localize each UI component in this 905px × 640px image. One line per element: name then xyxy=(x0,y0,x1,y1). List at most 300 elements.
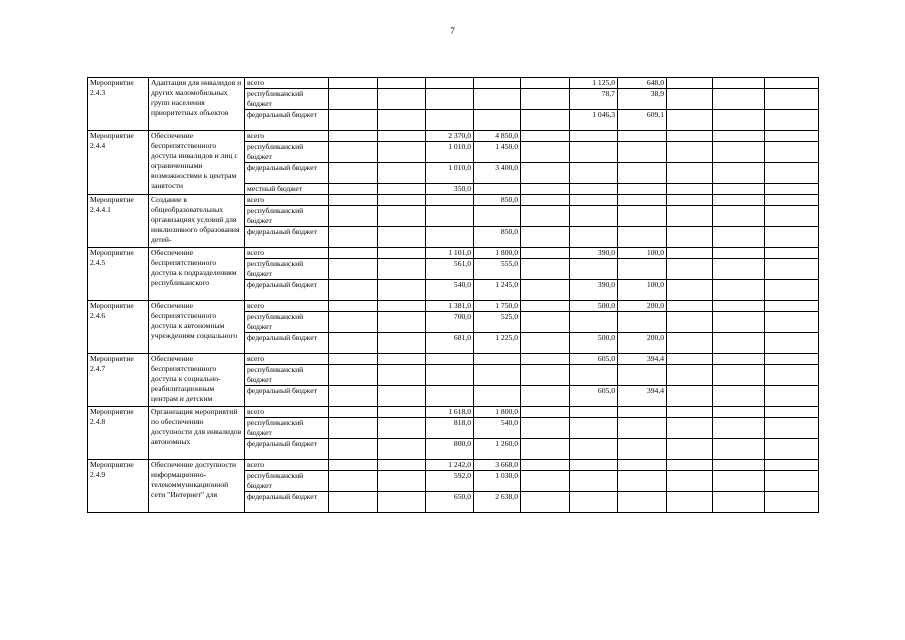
amount-cell xyxy=(713,386,765,407)
amount-cell xyxy=(474,78,521,89)
amount-cell xyxy=(667,195,713,206)
amount-cell: 540,0 xyxy=(426,280,474,301)
funding-source: федеральный бюджет xyxy=(245,227,329,248)
funding-source: федеральный бюджет xyxy=(245,439,329,460)
amount-cell xyxy=(378,407,426,418)
amount-cell xyxy=(667,354,713,365)
amount-cell: 818,0 xyxy=(426,418,474,439)
amount-cell xyxy=(329,259,378,280)
amount-cell xyxy=(474,110,521,131)
amount-cell xyxy=(329,365,378,386)
amount-cell xyxy=(521,354,570,365)
amount-cell xyxy=(765,460,819,471)
amount-cell xyxy=(521,407,570,418)
amount-cell xyxy=(474,386,521,407)
amount-cell: 394,4 xyxy=(618,354,667,365)
amount-cell xyxy=(521,259,570,280)
funding-source: федеральный бюджет xyxy=(245,163,329,184)
amount-cell xyxy=(521,227,570,248)
amount-cell xyxy=(521,418,570,439)
table-row xyxy=(88,460,819,471)
amount-cell: 605,0 xyxy=(570,386,618,407)
amount-cell xyxy=(570,312,618,333)
amount-cell xyxy=(667,386,713,407)
amount-cell xyxy=(667,312,713,333)
amount-cell xyxy=(765,418,819,439)
funding-source: всего xyxy=(245,131,329,142)
amount-cell xyxy=(667,418,713,439)
amount-cell xyxy=(521,492,570,513)
amount-cell xyxy=(521,301,570,312)
amount-cell xyxy=(329,110,378,131)
page-number: 7 xyxy=(450,26,455,36)
amount-cell xyxy=(570,460,618,471)
amount-cell: 2 638,0 xyxy=(474,492,521,513)
amount-cell xyxy=(329,418,378,439)
amount-cell xyxy=(329,131,378,142)
amount-cell xyxy=(713,471,765,492)
amount-cell xyxy=(378,142,426,163)
amount-cell xyxy=(667,184,713,195)
amount-cell xyxy=(765,301,819,312)
amount-cell xyxy=(618,195,667,206)
amount-cell: 1 101,0 xyxy=(426,248,474,259)
amount-cell xyxy=(378,248,426,259)
amount-cell xyxy=(618,312,667,333)
amount-cell xyxy=(329,89,378,110)
amount-cell xyxy=(713,418,765,439)
amount-cell xyxy=(667,227,713,248)
amount-cell: 394,4 xyxy=(618,386,667,407)
amount-cell xyxy=(667,407,713,418)
funding-source: федеральный бюджет xyxy=(245,386,329,407)
amount-cell xyxy=(765,131,819,142)
amount-cell xyxy=(378,227,426,248)
amount-cell xyxy=(329,280,378,301)
amount-cell xyxy=(667,163,713,184)
amount-cell xyxy=(667,439,713,460)
amount-cell: 1 800,0 xyxy=(474,407,521,418)
activity-code: Мероприятие 2.4.4 xyxy=(88,131,149,195)
amount-cell xyxy=(570,195,618,206)
amount-cell xyxy=(426,78,474,89)
amount-cell: 38,9 xyxy=(618,89,667,110)
amount-cell xyxy=(521,471,570,492)
table-row xyxy=(88,407,819,418)
funding-source: всего xyxy=(245,460,329,471)
amount-cell xyxy=(329,460,378,471)
amount-cell: 681,0 xyxy=(426,333,474,354)
amount-cell xyxy=(765,259,819,280)
amount-cell xyxy=(765,439,819,460)
amount-cell xyxy=(618,142,667,163)
amount-cell: 78,7 xyxy=(570,89,618,110)
amount-cell xyxy=(378,365,426,386)
amount-cell xyxy=(618,418,667,439)
amount-cell xyxy=(713,439,765,460)
amount-cell xyxy=(667,131,713,142)
funding-source: республиканский бюджет xyxy=(245,312,329,333)
amount-cell xyxy=(667,89,713,110)
amount-cell xyxy=(329,195,378,206)
amount-cell xyxy=(765,78,819,89)
funding-source: федеральный бюджет xyxy=(245,110,329,131)
activity-code: Мероприятие 2.4.8 xyxy=(88,407,149,460)
amount-cell xyxy=(521,333,570,354)
amount-cell: 500,0 xyxy=(570,301,618,312)
amount-cell xyxy=(329,142,378,163)
amount-cell xyxy=(570,492,618,513)
funding-source: федеральный бюджет xyxy=(245,280,329,301)
amount-cell: 1 260,0 xyxy=(474,439,521,460)
amount-cell xyxy=(521,184,570,195)
activity-name: Адаптация для инвалидов и других маломобильных групп населения приоритетных объектов xyxy=(149,78,245,131)
amount-cell xyxy=(570,142,618,163)
amount-cell xyxy=(618,407,667,418)
amount-cell xyxy=(667,301,713,312)
amount-cell xyxy=(713,280,765,301)
amount-cell: 648,0 xyxy=(618,78,667,89)
amount-cell xyxy=(378,195,426,206)
amount-cell xyxy=(521,248,570,259)
amount-cell xyxy=(618,184,667,195)
amount-cell: 1 381,0 xyxy=(426,301,474,312)
amount-cell xyxy=(713,301,765,312)
amount-cell: 850,0 xyxy=(474,195,521,206)
amount-cell xyxy=(570,206,618,227)
amount-cell xyxy=(329,439,378,460)
amount-cell xyxy=(378,418,426,439)
amount-cell xyxy=(521,195,570,206)
amount-cell: 2 370,0 xyxy=(426,131,474,142)
amount-cell xyxy=(618,259,667,280)
funding-source: местный бюджет xyxy=(245,184,329,195)
table-row xyxy=(88,301,819,312)
amount-cell xyxy=(426,365,474,386)
funding-source: республиканский бюджет xyxy=(245,365,329,386)
amount-cell: 1 618,0 xyxy=(426,407,474,418)
amount-cell xyxy=(667,78,713,89)
funding-source: всего xyxy=(245,195,329,206)
funding-source: всего xyxy=(245,407,329,418)
amount-cell: 1 750,0 xyxy=(474,301,521,312)
amount-cell xyxy=(378,280,426,301)
activity-code: Мероприятие 2.4.3 xyxy=(88,78,149,131)
activity-code: Мероприятие 2.4.7 xyxy=(88,354,149,407)
amount-cell: 1 046,3 xyxy=(570,110,618,131)
amount-cell: 100,0 xyxy=(618,280,667,301)
amount-cell xyxy=(426,386,474,407)
amount-cell xyxy=(378,386,426,407)
amount-cell xyxy=(713,89,765,110)
amount-cell xyxy=(570,439,618,460)
activity-code: Мероприятие 2.4.6 xyxy=(88,301,149,354)
amount-cell: 1 010,0 xyxy=(426,142,474,163)
amount-cell: 850,0 xyxy=(474,227,521,248)
amount-cell xyxy=(713,460,765,471)
amount-cell xyxy=(713,110,765,131)
amount-cell xyxy=(329,471,378,492)
table-row xyxy=(88,195,819,206)
amount-cell xyxy=(713,142,765,163)
amount-cell xyxy=(521,163,570,184)
amount-cell xyxy=(378,354,426,365)
amount-cell xyxy=(667,110,713,131)
amount-cell xyxy=(667,142,713,163)
amount-cell xyxy=(329,312,378,333)
amount-cell xyxy=(329,206,378,227)
amount-cell xyxy=(474,184,521,195)
amount-cell xyxy=(713,131,765,142)
amount-cell xyxy=(426,354,474,365)
amount-cell xyxy=(378,131,426,142)
amount-cell xyxy=(329,227,378,248)
amount-cell xyxy=(713,333,765,354)
amount-cell xyxy=(618,460,667,471)
amount-cell xyxy=(765,142,819,163)
amount-cell xyxy=(521,386,570,407)
amount-cell xyxy=(378,333,426,354)
amount-cell xyxy=(765,248,819,259)
amount-cell xyxy=(474,206,521,227)
amount-cell: 592,0 xyxy=(426,471,474,492)
amount-cell xyxy=(521,460,570,471)
amount-cell xyxy=(521,142,570,163)
amount-cell xyxy=(521,78,570,89)
amount-cell xyxy=(521,131,570,142)
amount-cell xyxy=(667,280,713,301)
amount-cell xyxy=(426,89,474,110)
amount-cell xyxy=(667,492,713,513)
amount-cell xyxy=(765,195,819,206)
amount-cell: 700,0 xyxy=(426,312,474,333)
funding-source: республиканский бюджет xyxy=(245,206,329,227)
amount-cell xyxy=(667,365,713,386)
amount-cell xyxy=(618,206,667,227)
amount-cell xyxy=(765,312,819,333)
amount-cell xyxy=(378,301,426,312)
amount-cell xyxy=(570,407,618,418)
amount-cell xyxy=(378,460,426,471)
amount-cell: 3 400,0 xyxy=(474,163,521,184)
amount-cell xyxy=(378,89,426,110)
amount-cell xyxy=(378,312,426,333)
amount-cell xyxy=(713,248,765,259)
amount-cell xyxy=(521,110,570,131)
amount-cell: 540,0 xyxy=(474,418,521,439)
amount-cell: 1 450,0 xyxy=(474,142,521,163)
amount-cell xyxy=(713,227,765,248)
amount-cell: 1 010,0 xyxy=(426,163,474,184)
amount-cell xyxy=(329,301,378,312)
activity-name: Создание в общеобразовательных организациях условий для инклюзивного образования детей- xyxy=(149,195,245,248)
amount-cell xyxy=(713,78,765,89)
amount-cell xyxy=(521,312,570,333)
table-row xyxy=(88,248,819,259)
amount-cell: 1 800,0 xyxy=(474,248,521,259)
activity-name: Обеспечение беспрепятственного доступа к автономным учреждениям социального xyxy=(149,301,245,354)
amount-cell xyxy=(713,312,765,333)
amount-cell xyxy=(765,471,819,492)
amount-cell xyxy=(378,439,426,460)
activity-code: Мероприятие 2.4.5 xyxy=(88,248,149,301)
amount-cell xyxy=(713,259,765,280)
amount-cell: 1 225,0 xyxy=(474,333,521,354)
amount-cell xyxy=(570,227,618,248)
budget-table xyxy=(87,77,819,513)
amount-cell: 525,0 xyxy=(474,312,521,333)
funding-source: республиканский бюджет xyxy=(245,89,329,110)
activity-code: Мероприятие 2.4.9 xyxy=(88,460,149,513)
amount-cell xyxy=(474,365,521,386)
amount-cell: 390,0 xyxy=(570,248,618,259)
amount-cell xyxy=(329,184,378,195)
amount-cell xyxy=(667,206,713,227)
amount-cell xyxy=(765,354,819,365)
amount-cell: 1 242,0 xyxy=(426,460,474,471)
amount-cell xyxy=(765,227,819,248)
amount-cell xyxy=(378,78,426,89)
funding-source: республиканский бюджет xyxy=(245,471,329,492)
amount-cell xyxy=(667,248,713,259)
amount-cell xyxy=(713,365,765,386)
activity-name: Обеспечение беспрепятственного доступа к социально-реабилитационным центрам и детским xyxy=(149,354,245,407)
amount-cell xyxy=(618,471,667,492)
amount-cell: 100,0 xyxy=(618,248,667,259)
amount-cell xyxy=(378,471,426,492)
amount-cell: 500,0 xyxy=(570,333,618,354)
amount-cell xyxy=(329,354,378,365)
amount-cell xyxy=(713,163,765,184)
amount-cell xyxy=(765,206,819,227)
amount-cell xyxy=(765,492,819,513)
amount-cell: 561,0 xyxy=(426,259,474,280)
amount-cell xyxy=(667,471,713,492)
amount-cell xyxy=(667,259,713,280)
funding-source: федеральный бюджет xyxy=(245,333,329,354)
amount-cell xyxy=(570,365,618,386)
amount-cell xyxy=(618,365,667,386)
amount-cell xyxy=(426,195,474,206)
amount-cell xyxy=(667,333,713,354)
table-row xyxy=(88,354,819,365)
amount-cell xyxy=(713,184,765,195)
amount-cell xyxy=(426,206,474,227)
amount-cell: 350,0 xyxy=(426,184,474,195)
amount-cell xyxy=(713,407,765,418)
amount-cell xyxy=(329,333,378,354)
amount-cell: 4 850,0 xyxy=(474,131,521,142)
amount-cell xyxy=(570,418,618,439)
amount-cell xyxy=(667,460,713,471)
amount-cell xyxy=(570,259,618,280)
amount-cell xyxy=(713,195,765,206)
amount-cell: 609,1 xyxy=(618,110,667,131)
funding-source: республиканский бюджет xyxy=(245,142,329,163)
funding-source: республиканский бюджет xyxy=(245,418,329,439)
amount-cell xyxy=(570,131,618,142)
amount-cell xyxy=(378,110,426,131)
activity-name: Обеспечение доступности информационно-телекоммуникационной сети "Интернет" для xyxy=(149,460,245,513)
amount-cell xyxy=(765,386,819,407)
amount-cell xyxy=(378,206,426,227)
amount-cell xyxy=(329,248,378,259)
amount-cell xyxy=(329,492,378,513)
amount-cell xyxy=(521,89,570,110)
amount-cell: 1 030,0 xyxy=(474,471,521,492)
amount-cell: 1 245,0 xyxy=(474,280,521,301)
amount-cell xyxy=(426,227,474,248)
amount-cell: 200,0 xyxy=(618,301,667,312)
amount-cell xyxy=(378,259,426,280)
amount-cell xyxy=(570,471,618,492)
amount-cell: 555,0 xyxy=(474,259,521,280)
amount-cell xyxy=(570,184,618,195)
amount-cell xyxy=(765,184,819,195)
amount-cell xyxy=(618,492,667,513)
funding-source: всего xyxy=(245,301,329,312)
amount-cell xyxy=(713,206,765,227)
amount-cell xyxy=(521,365,570,386)
activity-name: Обеспечение беспрепятственного доступа инвалидов и лиц с ограниченными возможностями к центрам занятости xyxy=(149,131,245,195)
table-row xyxy=(88,131,819,142)
amount-cell xyxy=(765,333,819,354)
amount-cell: 650,0 xyxy=(426,492,474,513)
amount-cell xyxy=(618,163,667,184)
amount-cell: 390,0 xyxy=(570,280,618,301)
amount-cell xyxy=(765,163,819,184)
amount-cell xyxy=(378,184,426,195)
funding-source: всего xyxy=(245,78,329,89)
amount-cell xyxy=(765,407,819,418)
amount-cell xyxy=(474,89,521,110)
amount-cell: 3 668,0 xyxy=(474,460,521,471)
activity-name: Обеспечение беспрепятственного доступа к подразделениям республиканского xyxy=(149,248,245,301)
amount-cell: 1 125,0 xyxy=(570,78,618,89)
amount-cell xyxy=(713,492,765,513)
amount-cell xyxy=(426,110,474,131)
amount-cell xyxy=(378,492,426,513)
funding-source: всего xyxy=(245,248,329,259)
amount-cell xyxy=(329,386,378,407)
funding-source: республиканский бюджет xyxy=(245,259,329,280)
funding-source: всего xyxy=(245,354,329,365)
amount-cell xyxy=(765,89,819,110)
amount-cell xyxy=(618,439,667,460)
activity-name: Организация мероприятий по обеспечению доступности для инвалидов автономных xyxy=(149,407,245,460)
amount-cell xyxy=(521,280,570,301)
amount-cell xyxy=(329,163,378,184)
amount-cell xyxy=(329,407,378,418)
amount-cell: 800,0 xyxy=(426,439,474,460)
amount-cell xyxy=(765,365,819,386)
amount-cell xyxy=(618,227,667,248)
amount-cell xyxy=(713,354,765,365)
amount-cell xyxy=(521,206,570,227)
amount-cell xyxy=(378,163,426,184)
amount-cell xyxy=(570,163,618,184)
amount-cell xyxy=(765,280,819,301)
amount-cell xyxy=(765,110,819,131)
activity-code: Мероприятие 2.4.4.1 xyxy=(88,195,149,248)
amount-cell xyxy=(474,354,521,365)
amount-cell: 605,0 xyxy=(570,354,618,365)
amount-cell: 200,0 xyxy=(618,333,667,354)
funding-source: федеральный бюджет xyxy=(245,492,329,513)
table-row xyxy=(88,78,819,89)
amount-cell xyxy=(329,78,378,89)
amount-cell xyxy=(618,131,667,142)
